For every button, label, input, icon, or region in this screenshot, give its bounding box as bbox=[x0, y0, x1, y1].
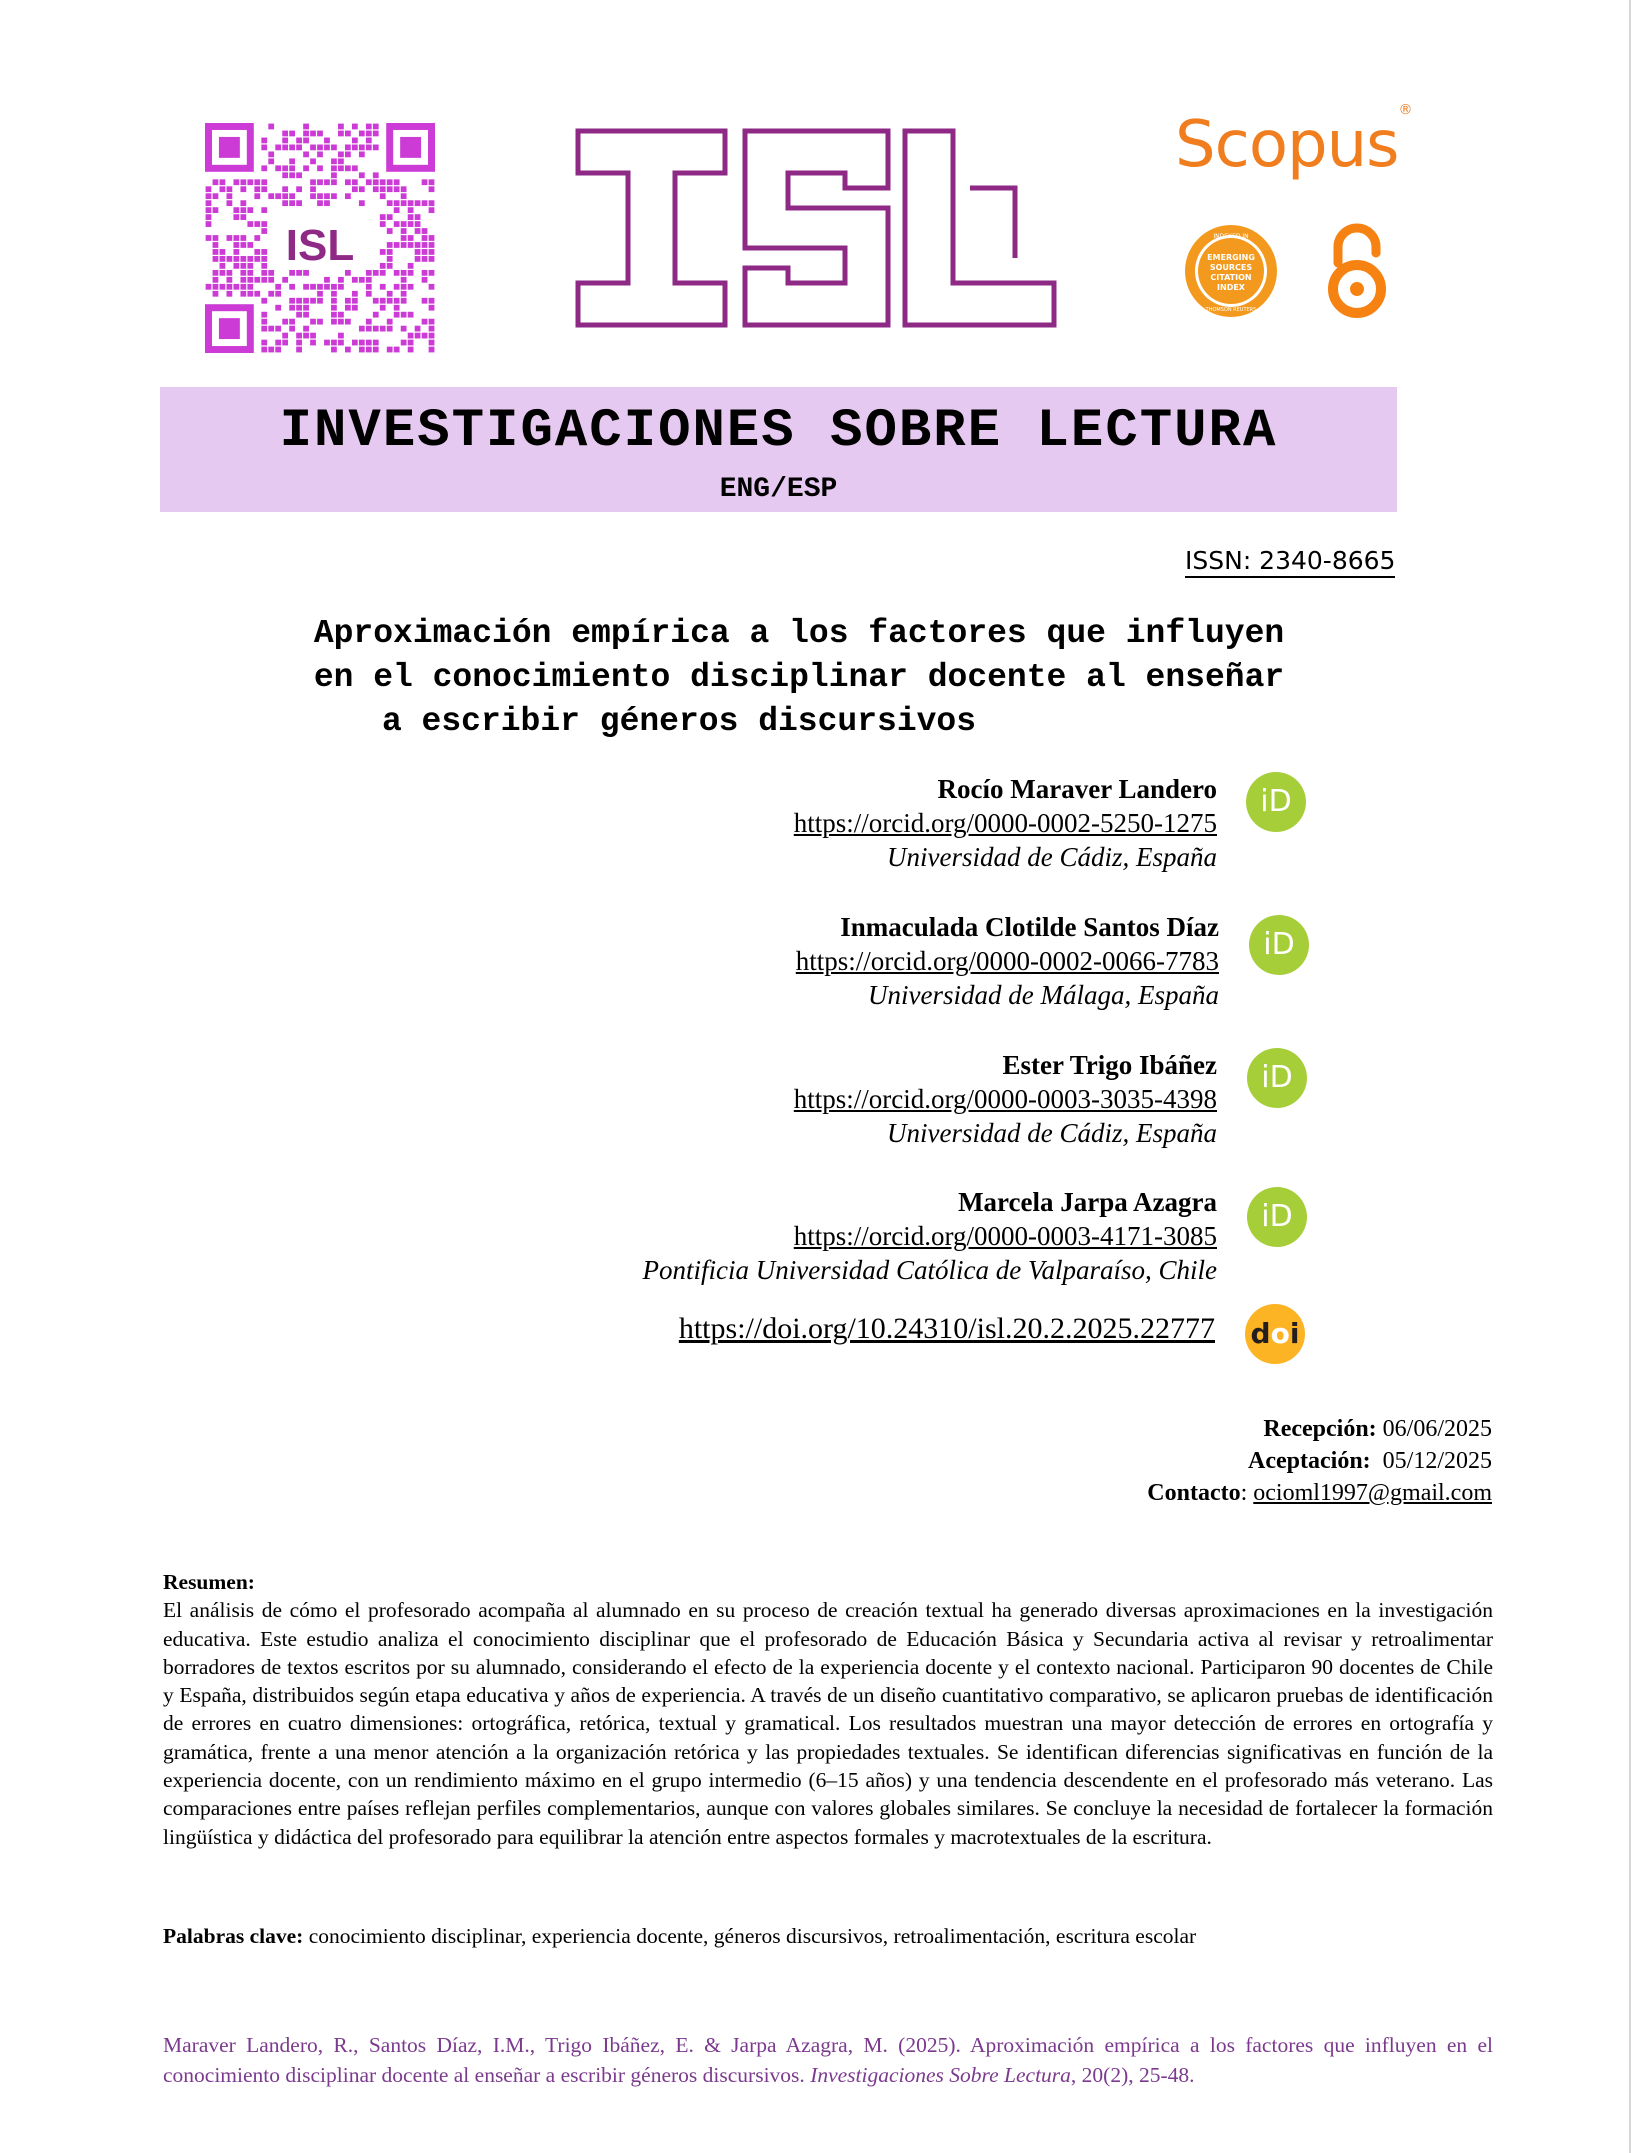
article-title-line: Aproximación empírica a los factores que influyen bbox=[313, 615, 1285, 652]
author-name: Ester Trigo Ibáñez bbox=[1002, 1050, 1217, 1080]
orcid-link[interactable]: https://orcid.org/0000-0002-5250-1275 bbox=[793, 808, 1217, 838]
orcid-icon[interactable]: iD bbox=[1249, 915, 1309, 975]
abstract bbox=[163, 1568, 1493, 1851]
doi-icon-i: i bbox=[1289, 1317, 1300, 1350]
svg-text:INDEX: INDEX bbox=[1217, 283, 1245, 292]
author-name: Rocío Maraver Landero bbox=[937, 774, 1217, 804]
abstract-heading: Resumen: bbox=[163, 1570, 255, 1594]
author-block bbox=[796, 910, 1219, 1012]
qr-code-icon bbox=[205, 123, 435, 353]
svg-text:SOURCES: SOURCES bbox=[1209, 263, 1253, 272]
scopus-logo-text: Scopus bbox=[1175, 108, 1399, 182]
isl-logo bbox=[575, 128, 1057, 328]
citation bbox=[163, 2030, 1493, 2090]
journal-title: INVESTIGACIONES SOBRE LECTURA bbox=[279, 401, 1278, 462]
doi-icon[interactable] bbox=[1245, 1304, 1305, 1364]
doi-icon-d: d bbox=[1250, 1317, 1271, 1350]
author-name: Marcela Jarpa Azagra bbox=[958, 1187, 1217, 1217]
doi-link[interactable]: https://doi.org/10.24310/isl.20.2.2025.22777 bbox=[678, 1312, 1215, 1345]
keywords-label: Palabras clave: bbox=[163, 1924, 304, 1948]
orcid-link[interactable]: https://orcid.org/0000-0002-0066-7783 bbox=[795, 946, 1219, 976]
author-block bbox=[794, 772, 1217, 874]
article-title-line: a escribir géneros discursivos bbox=[381, 703, 977, 740]
orcid-icon[interactable]: iD bbox=[1246, 772, 1306, 832]
page-edge-divider bbox=[1629, 0, 1631, 2153]
orcid-icon[interactable]: iD bbox=[1247, 1048, 1307, 1108]
svg-text:EMERGING: EMERGING bbox=[1207, 253, 1255, 262]
contact-separator: : bbox=[1240, 1480, 1254, 1506]
svg-text:INDEXED IN: INDEXED IN bbox=[1213, 233, 1249, 240]
svg-text:CITATION: CITATION bbox=[1210, 273, 1252, 282]
acceptance-label: Aceptación: bbox=[1248, 1448, 1371, 1474]
author-affiliation: Universidad de Cádiz, España bbox=[887, 1118, 1217, 1148]
open-access-icon bbox=[1320, 223, 1394, 319]
journal-banner bbox=[160, 387, 1397, 512]
acceptance-date: 05/12/2025 bbox=[1370, 1448, 1492, 1474]
svg-text:THOMSON REUTERS: THOMSON REUTERS bbox=[1205, 307, 1257, 313]
reception-row bbox=[1147, 1413, 1492, 1445]
author-name: Inmaculada Clotilde Santos Díaz bbox=[840, 912, 1219, 942]
orcid-link[interactable]: https://orcid.org/0000-0003-4171-3085 bbox=[793, 1221, 1217, 1251]
orcid-link[interactable]: https://orcid.org/0000-0003-3035-4398 bbox=[793, 1084, 1217, 1114]
keywords bbox=[163, 1922, 1493, 1950]
citation-issue: , 20(2), 25-48. bbox=[1070, 2063, 1195, 2087]
author-block bbox=[643, 1185, 1217, 1287]
contact-row bbox=[1147, 1477, 1492, 1509]
doi-icon-o: o bbox=[1270, 1317, 1290, 1350]
qr-center-label: ISL bbox=[285, 221, 355, 270]
contact-email[interactable]: ocioml1997@gmail.com bbox=[1253, 1480, 1492, 1506]
journal-languages: ENG/ESP bbox=[719, 474, 838, 505]
article-title-line: en el conocimiento disciplinar docente al enseñar bbox=[313, 659, 1285, 696]
citation-text: Maraver Landero, R., Santos Díaz, I.M., Trigo Ibáñez, E. & Jarpa Azagra, M. (2025). Aproximación empírica a los factores que influyen en el conocimiento disciplinar docente al enseñar a escribir géneros discursivos. bbox=[163, 2033, 1493, 2087]
author-block bbox=[794, 1048, 1217, 1150]
scopus-registered-mark: ® bbox=[1398, 101, 1412, 118]
keywords-list: conocimiento disciplinar, experiencia docente, géneros discursivos, retroalimentación, escritura escolar bbox=[303, 1924, 1197, 1948]
submission-dates bbox=[1147, 1413, 1492, 1509]
reception-label: Recepción: bbox=[1263, 1416, 1377, 1442]
esci-badge-icon bbox=[1183, 223, 1279, 319]
author-affiliation: Pontificia Universidad Católica de Valparaíso, Chile bbox=[642, 1255, 1217, 1285]
scopus-logo bbox=[1175, 101, 1412, 182]
citation-journal: Investigaciones Sobre Lectura bbox=[810, 2063, 1071, 2087]
contact-label: Contacto bbox=[1147, 1480, 1241, 1506]
reception-date: 06/06/2025 bbox=[1376, 1416, 1492, 1442]
author-affiliation: Universidad de Cádiz, España bbox=[887, 842, 1217, 872]
acceptance-row bbox=[1147, 1445, 1492, 1477]
orcid-icon[interactable]: iD bbox=[1247, 1187, 1307, 1247]
issn: ISSN: 2340-8665 bbox=[1185, 546, 1395, 578]
abstract-body: El análisis de cómo el profesorado acompaña al alumnado en su proceso de creación textual ha generado diversas aproximaciones en la investigación educativa. Este estudio analiza el conocimiento disciplinar que el profesorado de Educación Básica y Secundaria activa al revisar y retroalimentar borradores de textos escritos por su alumnado, considerando el efecto de la experiencia docente y el contexto nacional. Participaron 90 docentes de Chile y España, distribuidos según etapa educativa y años de experiencia. A través de un diseño cuantitativo comparativo, se aplicaron pruebas de identificación de errores en cuatro dimensiones: ortográfica, retórica, textual y gramatical. Los resultados muestran una mayor detección de errores en ortografía y gramática, frente a una menor atención a la organización retórica y las propiedades textuales. Se identifican diferencias significativas en función de la experiencia docente, con un rendimiento máximo en el grupo intermedio (6–15 años) y una tendencia descendente en el profesorado más veterano. Las comparaciones entre países reflejan perfiles complementarios, aunque con valores globales similares. Se concluye la necesidad de fortalecer la formación lingüística y didáctica del profesorado para equilibrar la atención entre aspectos formales y macrotextuales de la escritura. bbox=[163, 1598, 1493, 1849]
article-title bbox=[200, 612, 1398, 744]
author-affiliation: Universidad de Málaga, España bbox=[868, 980, 1219, 1010]
